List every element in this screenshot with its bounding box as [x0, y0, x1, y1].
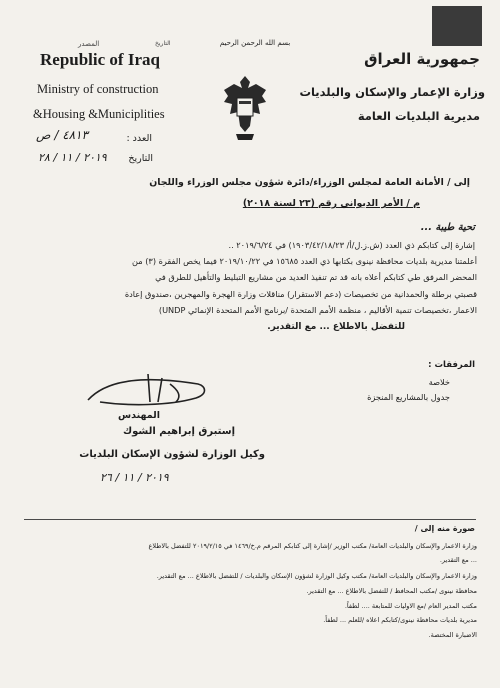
attachment-item-2: جدول بالمشاريع المنجزة [367, 392, 450, 402]
copy-item-4: مكتب المدير العام /مع الاوليات للمتابعة .... لطفاً. [344, 602, 477, 610]
ministry-en-line1: Ministry of construction [37, 82, 159, 96]
body-line-2: أعلمتنا مديرية بلديات محافظة نينوى بكتابها ذي العدد ١٥٦٨٥ في ٢٠١٩/١٠/٢٢ فيما يخص الفقرة (٣) من [131, 256, 477, 266]
copies-divider [24, 519, 476, 520]
subject: م / الأمر الديواني رقم (٢٣ لسنة ٢٠١٨) [242, 198, 420, 209]
signature-date: ٢٠١٩ / ١١ / ٢٦ [100, 471, 169, 484]
number-value: ٤٨١٣ / ص [36, 128, 88, 142]
copy-item-6: الاضبارة المختصة. [428, 631, 477, 639]
iraq-emblem-icon [222, 70, 268, 150]
country-en: Republic of Iraq [40, 50, 160, 69]
copies-title: صورة منه إلى / [414, 524, 475, 533]
body-line-5: الاعمار ،تخصيصات تنمية الأقاليم ، منظمة الأمم المتحدة /برنامج الأمم المتحدة الإنمائي UNDP) [158, 305, 477, 315]
copy-item-3: محافظة نينوى /مكتب المحافظ / للتفضل بالاطلاع ... مع التقدير. [306, 587, 477, 595]
body-line-1: إشارة إلى كتابكم ذي العدد (ش.ز.ل/أ/ ١٩٠٣/٤٢/١٨/٢٣) في ٢٠١٩/٦/٢٤ .. [228, 240, 475, 250]
attachment-item-1: خلاصة [428, 377, 450, 387]
number-label: العدد : [126, 133, 152, 144]
closing: للتفضل بالاطلاع ... مع التقدير. [267, 322, 405, 332]
country-ar: جمهورية العراق [364, 50, 480, 68]
copy-item-1-cont: ... مع التقدير. [439, 556, 477, 564]
attachments-title: المرفقات : [428, 360, 475, 370]
copy-item-5: مديرية بلديات محافظة نينوى/كتابكم اعلاه /للعلم ... لطفاً. [323, 616, 477, 624]
directorate-ar: مديرية البلديات العامة [357, 109, 480, 123]
body-line-3: المحضر المرفق طي كتابكم أعلاه بانه قد تم تنفيذ العديد من مشاريع التبليط والتأهيل للطرق في [155, 272, 477, 282]
copy-item-1: وزارة الاعمار والإسكان والبلديات العامة/ مكتب الوزير /إشارة إلى كتابكم المرقم م.خ/١٤٦٩ في ٢٠١٩/٢/١٥ للتفضل بالاطلاع [148, 542, 477, 550]
signature-title: المهندس [118, 410, 160, 421]
date-label: التاريخ [128, 153, 153, 164]
ministry-en-line2: &Housing &Municiplities [33, 107, 165, 121]
ministry-ar: وزارة الإعمار والإسكان والبلديات [299, 85, 485, 99]
stamp-label-source: المصدر [78, 40, 100, 48]
copy-item-2: وزارة الاعمار والإسكان والبلديات العامة/ مكتب وكيل الوزارة لشؤون الإسكان والبلديات / للتفضل بالاطلاع ... مع التقدير. [156, 572, 477, 580]
addressee: إلى / الأمانة العامة لمجلس الوزراء/دائرة شؤون مجلس الوزراء واللجان [149, 177, 470, 188]
corner-mark [432, 6, 482, 46]
basmala: بسم الله الرحمن الرحيم [219, 39, 291, 47]
greeting: تحية طيبة ... [420, 222, 475, 233]
stamp-label-date: التاريخ [155, 40, 171, 47]
signatory-name: إستبرق إبراهيم الشوك [122, 426, 235, 437]
signatory-position: وكيل الوزارة لشؤون الإسكان البلديات [79, 449, 265, 460]
date-value: ٢٠١٩ / ١١ / ٢٨ [38, 151, 107, 164]
body-line-4: قصبتي برطلة والحمدانية من تخصيصات (دعم الاستقرار) مناقلات وزارة الهجرة والمهجرين ،صندوق إعادة [124, 289, 477, 299]
